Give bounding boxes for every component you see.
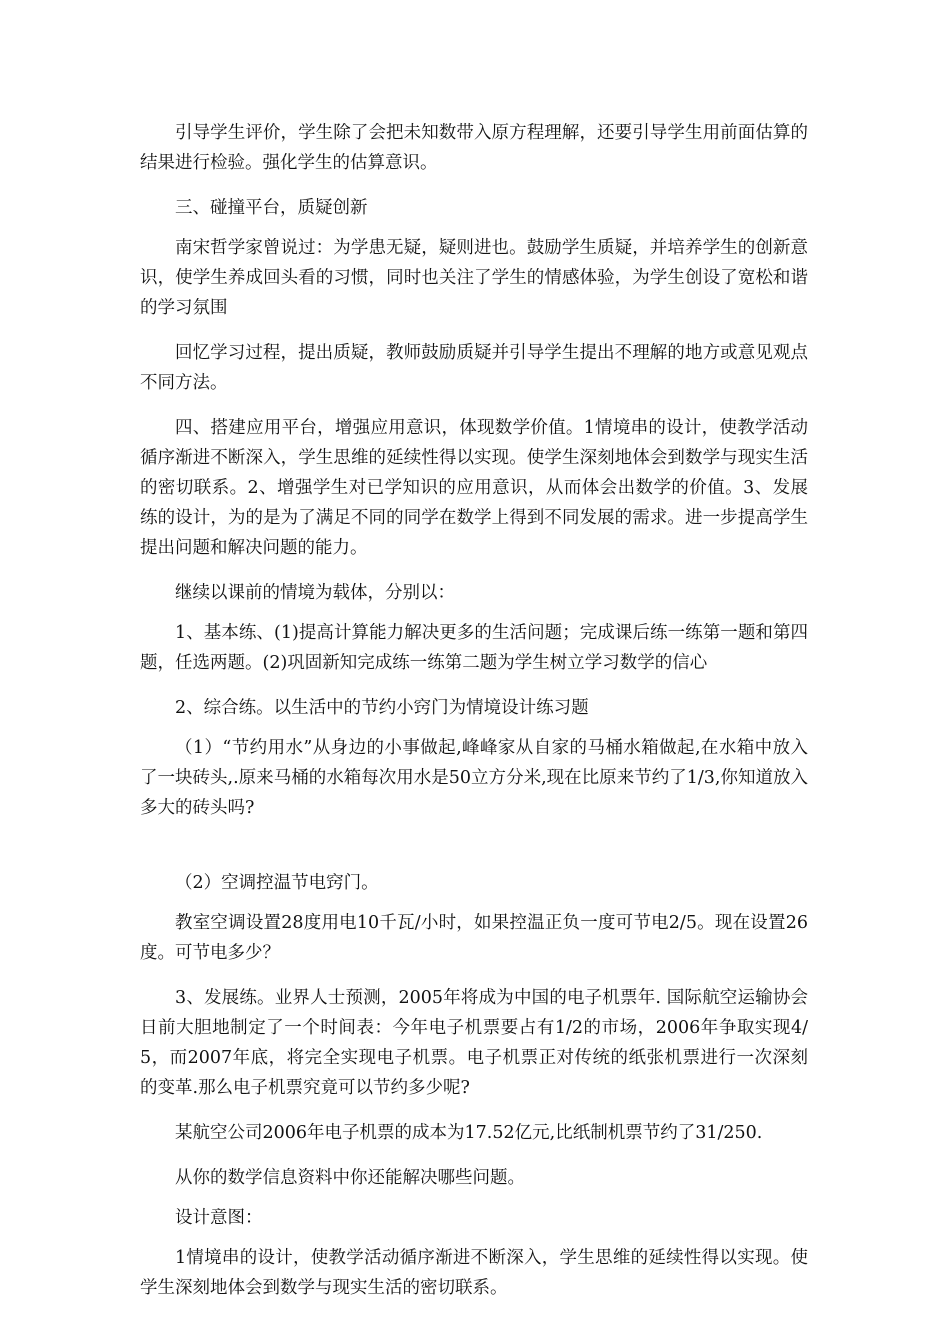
paragraph-context: 继续以课前的情境为载体，分别以： [175, 583, 455, 603]
exercise-air-conditioner: 教室空调设置28度用电10千瓦/小时，如果控温正负一度可节电2/5。现在设置26度。可节电多少？ [140, 913, 808, 963]
exercise-water-saving: （1）“节约用水”从身边的小事做起,峰峰家从自家的马桶水箱做起,在水箱中放入了一块砖头,.原来马桶的水箱每次用水是50立方分米,现在比原来节约了1/3,你知道放入多大的砖头吗? [140, 738, 808, 818]
paragraph-review: 回忆学习过程，提出质疑，教师鼓励质疑并引导学生提出不理解的地方或意见观点不同方法。 [140, 343, 808, 393]
exercise-e-ticket: 某航空公司2006年电子机票的成本为17.52亿元,比纸制机票节约了31/250. [175, 1123, 763, 1143]
paragraph-basic-practice: 1、基本练、(1)提高计算能力解决更多的生活问题；完成课后练一练第一题和第四题，任选两题。(2)巩固新知完成练一练第二题为学生树立学习数学的信心 [140, 623, 808, 673]
paragraph-evaluation: 引导学生评价，学生除了会把未知数带入原方程理解，还要引导学生用前面估算的结果进行检验。强化学生的估算意识。 [140, 123, 808, 173]
paragraph-more-problems: 从你的数学信息资料中你还能解决哪些问题。 [175, 1168, 525, 1188]
document-body [140, 118, 808, 1318]
section-heading-4: 四、搭建应用平台，增强应用意识，体现数学价值。1情境串的设计，使教学活动循序渐进不断深入，学生思维的延续性得以实现。使学生深刻地体会到数学与现实生活的密切联系。2、增强学生对已学知识的应用意识，从而体会出数学的价值。3、发展练的设计，为的是为了满足不同的同学在数学上得到不同发展的需求。进一步提高学生提出问题和解决问题的能力。 [140, 418, 808, 558]
section-heading-3: 三、碰撞平台，质疑创新 [175, 198, 368, 218]
paragraph-questioning: 南宋哲学家曾说过：为学患无疑，疑则进也。鼓励学生质疑，并培养学生的创新意识，使学生养成回头看的习惯，同时也关注了学生的情感体验，为学生创设了宽松和谐的学习氛围 [140, 238, 808, 318]
paragraph-design-intent: 1情境串的设计，使教学活动循序渐进不断深入，学生思维的延续性得以实现。使学生深刻地体会到数学与现实生活的密切联系。 [140, 1248, 808, 1298]
exercise-air-conditioner-heading: （2）空调控温节电窍门。 [175, 873, 379, 893]
design-intent-heading: 设计意图： [175, 1208, 263, 1228]
paragraph-comprehensive-practice: 2、综合练。以生活中的节约小窍门为情境设计练习题 [175, 698, 589, 718]
paragraph-development-practice: 3、发展练。业界人士预测，2005年将成为中国的电子机票年. 国际航空运输协会日前大胆地制定了一个时间表：今年电子机票要占有1/2的市场，2006年争取实现4/5，而2007年底，将完全实现电子机票。电子机票正对传统的纸张机票进行一次深刻的变革.那么电子机票究竟可以节约多少呢? [140, 988, 808, 1098]
